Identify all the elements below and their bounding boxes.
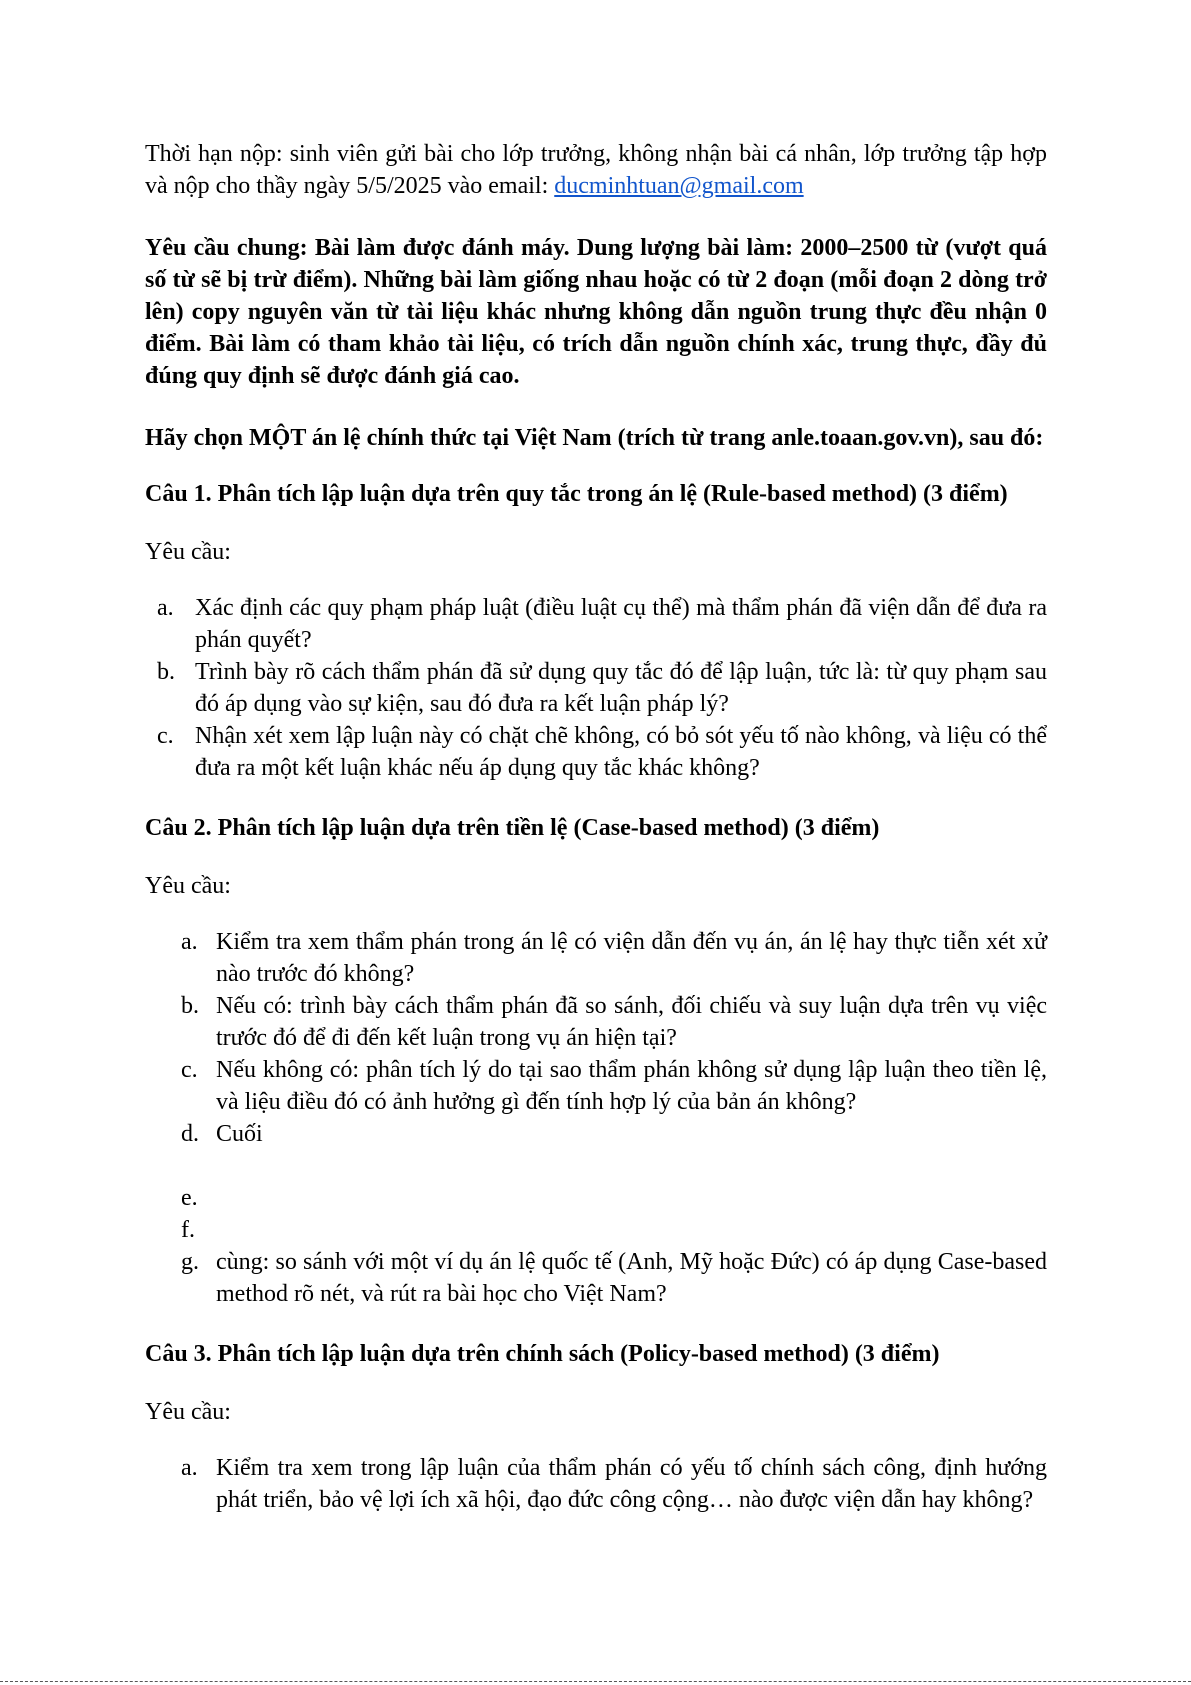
list-marker: a. (181, 929, 198, 955)
question-2-requirement-label: Yêu cầu: (145, 873, 231, 899)
list-item (145, 1214, 1047, 1246)
list-item (145, 720, 1047, 784)
question-2-title: Câu 2. Phân tích lập luận dựa trên tiền lệ (Case-based method) (3 điểm) (145, 815, 880, 841)
list-item-text: Nếu có: trình bày cách thẩm phán đã so sánh, đối chiếu và suy luận dựa trên vụ việc trước đó để đi đến kết luận trong vụ án hiện tại? (216, 993, 1047, 1051)
list-marker: f. (181, 1217, 195, 1243)
list-marker: e. (181, 1185, 198, 1211)
list-item (145, 1182, 1047, 1214)
list-item-text: Nếu không có: phân tích lý do tại sao thẩm phán không sử dụng lập luận theo tiền lệ, và liệu điều đó có ảnh hưởng gì đến tính hợp lý của bản án không? (216, 1057, 1047, 1115)
list-item (145, 1452, 1047, 1516)
list-marker: d. (181, 1121, 199, 1147)
deadline-text: Thời hạn nộp: sinh viên gửi bài cho lớp trưởng, không nhận bài cá nhân, lớp trưởng tập hợp và nộp cho thầy ngày 5/5/2025 vào email: (145, 141, 1047, 199)
list-item-text: Kiểm tra xem thẩm phán trong án lệ có viện dẫn đến vụ án, án lệ hay thực tiễn xét xử nào trước đó không? (216, 929, 1047, 987)
list-marker: c. (157, 723, 174, 749)
list-item-text: Kiểm tra xem trong lập luận của thẩm phán có yếu tố chính sách công, định hướng phát triển, bảo vệ lợi ích xã hội, đạo đức công cộng… nào được viện dẫn hay không? (216, 1455, 1047, 1513)
list-marker: a. (181, 1455, 198, 1481)
question-1-title: Câu 1. Phân tích lập luận dựa trên quy tắc trong án lệ (Rule-based method) (3 điểm) (145, 481, 1008, 507)
list-item (145, 1246, 1047, 1310)
question-3-requirement-label: Yêu cầu: (145, 1399, 231, 1425)
list-item (145, 656, 1047, 720)
list-marker: c. (181, 1057, 198, 1083)
list-item (145, 926, 1047, 990)
deadline-paragraph (145, 138, 1047, 202)
document-page (145, 138, 1047, 1516)
list-marker: a. (157, 595, 174, 621)
list-item-text: Xác định các quy phạm pháp luật (điều luật cụ thể) mà thẩm phán đã viện dẫn để đưa ra phán quyết? (195, 595, 1047, 653)
list-item-text: cùng: so sánh với một ví dụ án lệ quốc tế (Anh, Mỹ hoặc Đức) có áp dụng Case-based method rõ nét, và rút ra bài học cho Việt Nam? (216, 1249, 1047, 1307)
list-item (145, 592, 1047, 656)
general-requirements: Yêu cầu chung: Bài làm được đánh máy. Dung lượng bài làm: 2000–2500 từ (vượt quá số từ sẽ bị trừ điểm). Những bài làm giống nhau hoặc có từ 2 đoạn (mỗi đoạn 2 dòng trở lên) copy nguyên văn từ tài liệu khác nhưng không dẫn nguồn trung thực đều nhận 0 điểm. Bài làm có tham khảo tài liệu, có trích dẫn nguồn chính xác, trung thực, đầy đủ đúng quy định sẽ được đánh giá cao. (145, 235, 1047, 389)
list-item-text: Cuối (216, 1121, 263, 1147)
question-2-list (145, 926, 1047, 1310)
list-item-text: Trình bày rõ cách thẩm phán đã sử dụng quy tắc đó để lập luận, tức là: từ quy phạm sau đó áp dụng vào sự kiện, sau đó đưa ra kết luận pháp lý? (195, 659, 1047, 717)
list-item (145, 1054, 1047, 1118)
list-item (145, 990, 1047, 1054)
question-3-title: Câu 3. Phân tích lập luận dựa trên chính sách (Policy-based method) (3 điểm) (145, 1341, 940, 1367)
question-1-requirement-label: Yêu cầu: (145, 539, 231, 565)
list-marker: b. (157, 659, 175, 685)
instruction: Hãy chọn MỘT án lệ chính thức tại Việt Nam (trích từ trang anle.toaan.gov.vn), sau đó: (145, 425, 1044, 451)
page-bottom-rule (0, 1681, 1191, 1682)
list-item (145, 1118, 1047, 1150)
email-link[interactable]: ducminhtuan@gmail.com (554, 173, 804, 199)
question-1-list (145, 592, 1047, 784)
list-item-text: Nhận xét xem lập luận này có chặt chẽ không, có bỏ sót yếu tố nào không, và liệu có thể đưa ra một kết luận khác nếu áp dụng quy tắc khác không? (195, 723, 1047, 781)
list-marker: g. (181, 1249, 199, 1275)
list-marker: b. (181, 993, 199, 1019)
question-3-list (145, 1452, 1047, 1516)
